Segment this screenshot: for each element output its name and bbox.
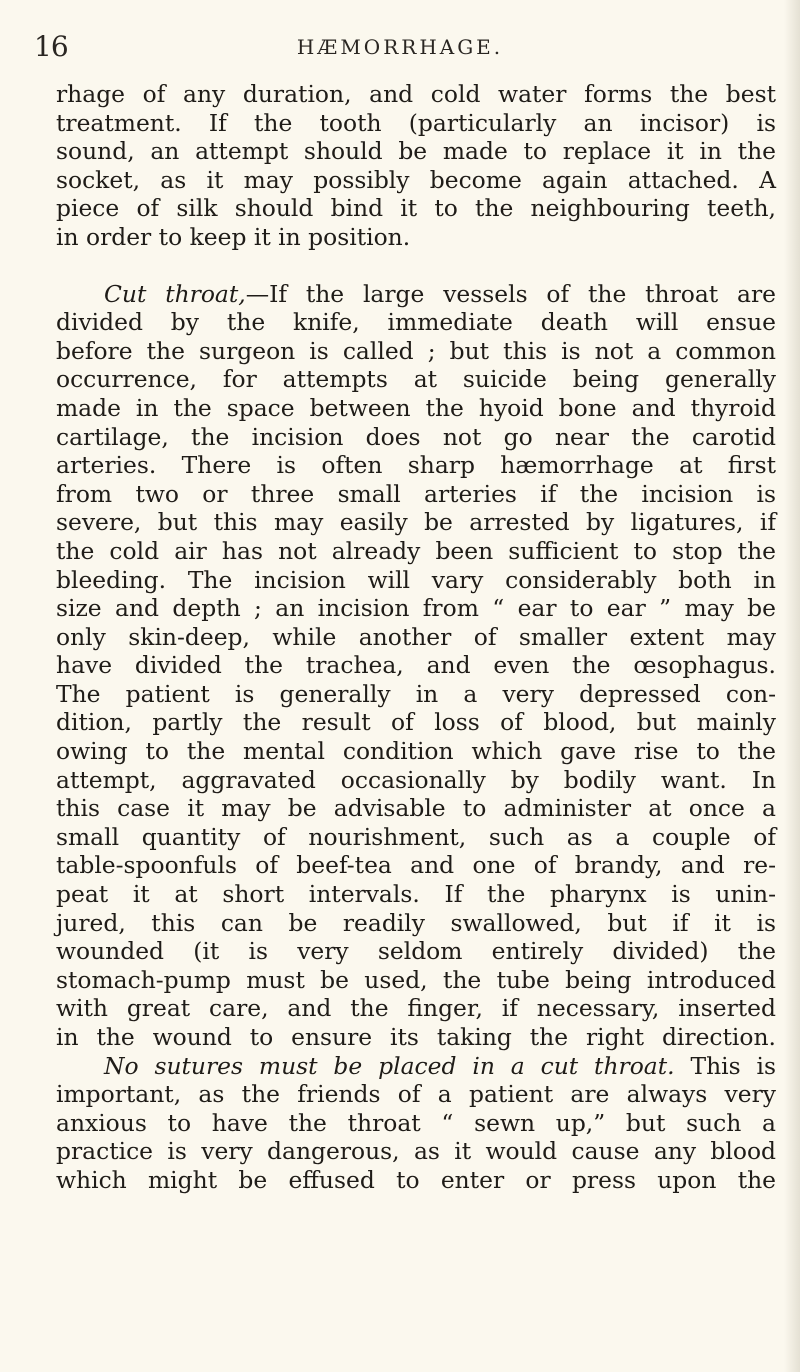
text-line: divided by the knife, immediate death will ensue	[56, 308, 776, 337]
text-line: piece of silk should bind it to the neighbouring teeth,	[56, 194, 776, 223]
emphasis-sutures: No sutures must be placed in a cut throat.	[104, 1051, 675, 1080]
text-line: made in the space between the hyoid bone and thyroid	[56, 393, 776, 422]
text-line: arteries. There is often sharp hæmorrhage at first	[56, 451, 776, 480]
emphasis-continuation: This is	[674, 1051, 776, 1080]
text-line: occurrence, for attempts at suicide being generally	[56, 365, 776, 394]
paragraph-cut-throat	[56, 280, 776, 1195]
text-line: socket, as it may possibly become again attached. A	[56, 165, 776, 194]
text-line: have divided the trachea, and even the œsophagus.	[56, 651, 776, 680]
page-number: 16	[34, 30, 68, 63]
text-line: bleeding. The incision will vary considerably both in	[56, 565, 776, 594]
body-text	[56, 80, 776, 1195]
text-line: The patient is generally in a very depressed con-	[56, 679, 776, 708]
text-line: this case it may be advisable to administer at once a	[56, 794, 776, 823]
text-line: the cold air has not already been sufficient to stop the	[56, 536, 776, 565]
text-line: peat it at short intervals. If the pharynx is unin-	[56, 880, 776, 909]
text-line: small quantity of nourishment, such as a couple of	[56, 822, 776, 851]
text-line: before the surgeon is called ; but this is not a common	[56, 336, 776, 365]
text-line: table-spoonfuls of beef-tea and one of brandy, and re-	[56, 851, 776, 880]
text-line: sound, an attempt should be made to replace it in the	[56, 137, 776, 166]
text-line: attempt, aggravated occasionally by bodily want. In	[56, 765, 776, 794]
text-line: dition, partly the result of loss of blood, but mainly	[56, 708, 776, 737]
text-line: only skin-deep, while another of smaller extent may	[56, 622, 776, 651]
text-line	[56, 1052, 776, 1081]
text-line	[56, 280, 776, 309]
paragraph-gap	[56, 252, 776, 280]
text-line: cartilage, the incision does not go near the carotid	[56, 422, 776, 451]
text-line: from two or three small arteries if the incision is	[56, 479, 776, 508]
text-line: jured, this can be readily swallowed, but if it is	[56, 908, 776, 937]
text-line: owing to the mental condition which gave rise to the	[56, 737, 776, 766]
text-line: practice is very dangerous, as it would cause any blood	[56, 1137, 776, 1166]
text-line: wounded (it is very seldom entirely divided) the	[56, 937, 776, 966]
heading-continuation: —If the large vessels of the throat are	[245, 279, 776, 308]
text-line: size and depth ; an incision from “ ear to ear ” may be	[56, 594, 776, 623]
page-edge-shadow	[784, 0, 800, 1372]
running-title: HÆMORRHAGE.	[296, 35, 504, 59]
text-line: severe, but this may easily be arrested by ligatures, if	[56, 508, 776, 537]
text-line: in the wound to ensure its taking the right direction.	[56, 1023, 776, 1051]
text-line: important, as the friends of a patient are always very	[56, 1080, 776, 1109]
text-line: which might be effused to enter or press upon the	[56, 1165, 776, 1194]
text-line: stomach-pump must be used, the tube being introduced	[56, 965, 776, 994]
text-line: treatment. If the tooth (particularly an incisor) is	[56, 108, 776, 137]
paragraph-tooth	[56, 80, 776, 252]
text-line: with great care, and the finger, if necessary, inserted	[56, 994, 776, 1023]
text-line: anxious to have the throat “ sewn up,” but such a	[56, 1108, 776, 1137]
section-heading: Cut throat,	[104, 279, 246, 308]
text-line: rhage of any duration, and cold water forms the best	[56, 80, 776, 108]
text-line: in order to keep it in position.	[56, 222, 411, 251]
